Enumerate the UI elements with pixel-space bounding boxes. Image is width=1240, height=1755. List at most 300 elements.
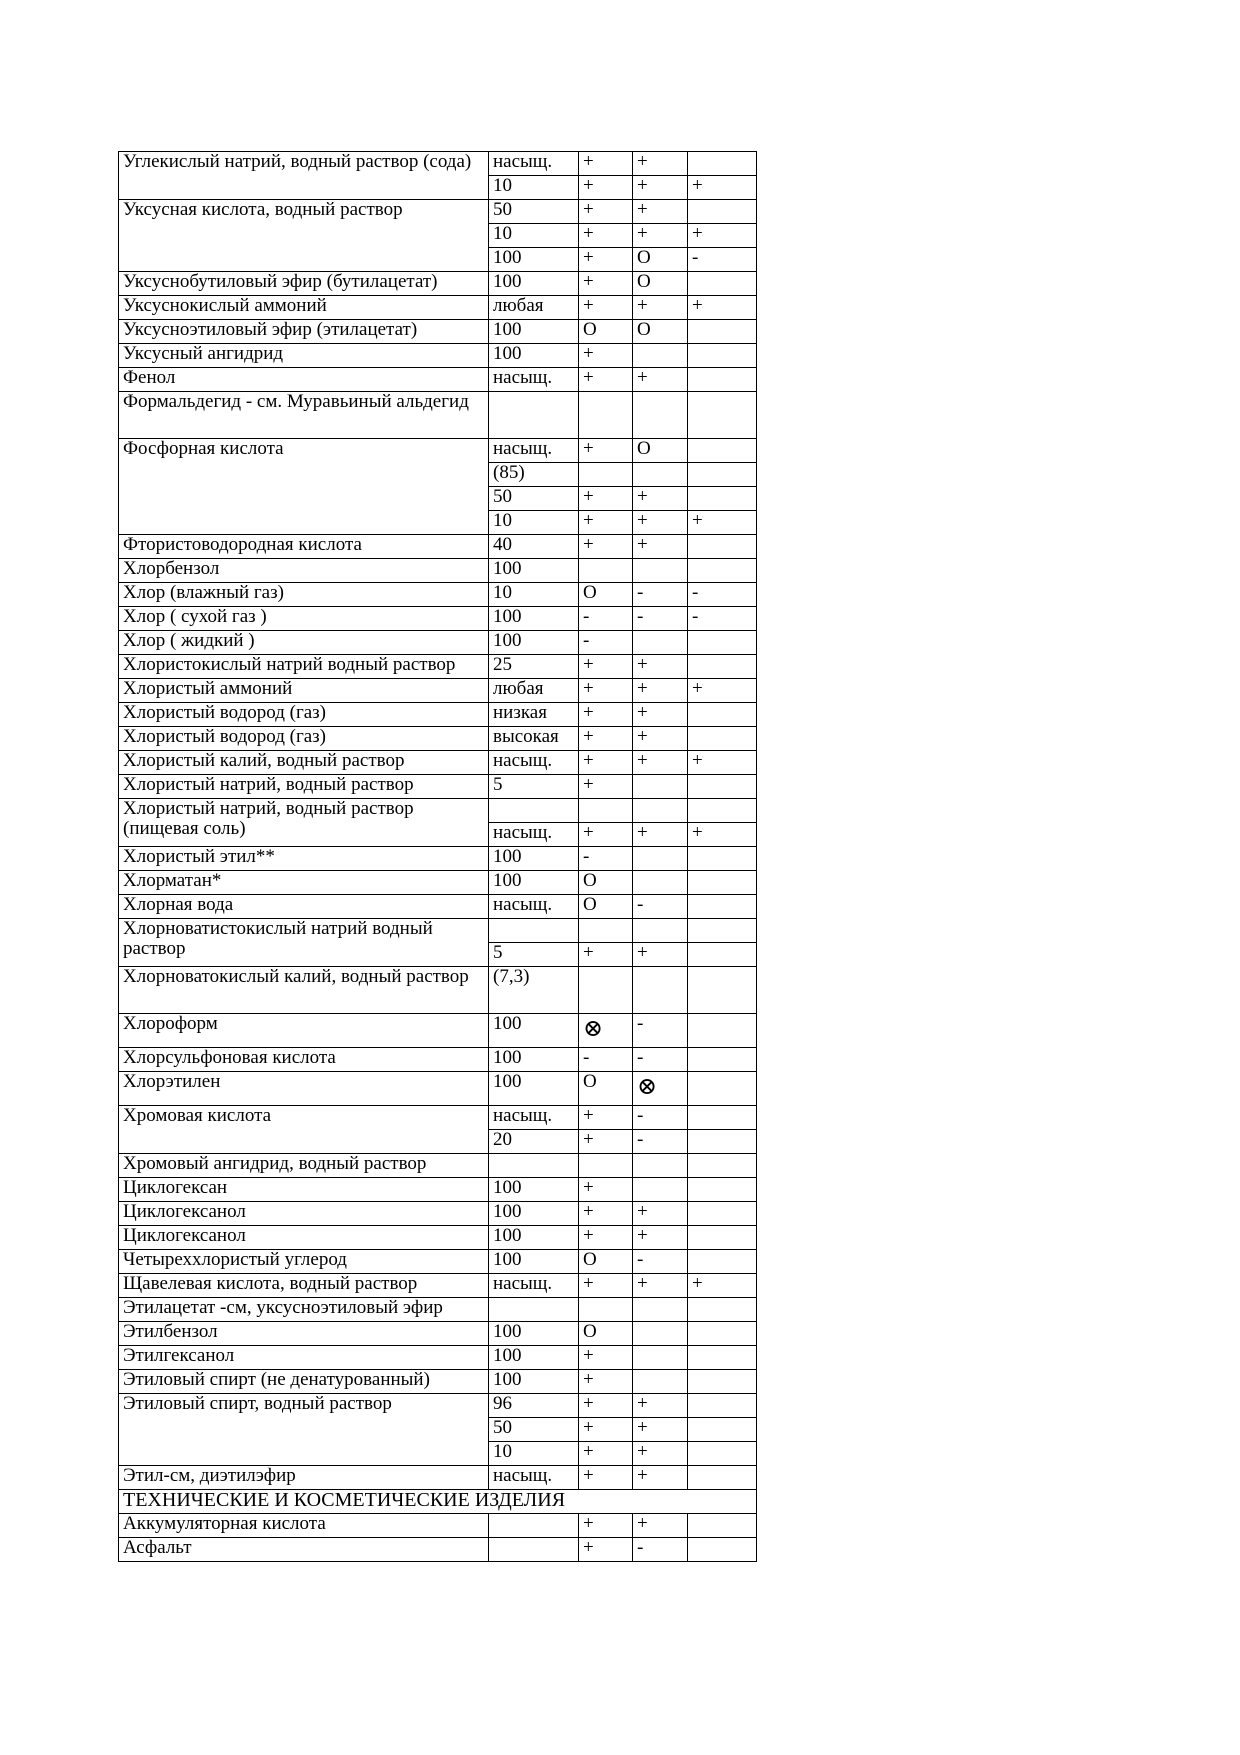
substance-name-cell: Этил-см, диэтилэфир bbox=[119, 1466, 489, 1490]
substance-name-cell: Фенол bbox=[119, 368, 489, 392]
concentration-cell: 100 bbox=[489, 344, 579, 368]
resistance-cell-2: + bbox=[633, 200, 688, 224]
substance-name-cell: Щавелевая кислота, водный раствор bbox=[119, 1274, 489, 1298]
resistance-cell-3 bbox=[688, 1154, 757, 1178]
substance-name-cell: Хлористый натрий, водный раствор bbox=[119, 775, 489, 799]
resistance-cell-2 bbox=[633, 559, 688, 583]
resistance-cell-2 bbox=[633, 1154, 688, 1178]
table-row bbox=[119, 727, 757, 751]
resistance-cell-3 bbox=[688, 775, 757, 799]
resistance-cell-3 bbox=[688, 487, 757, 511]
concentration-cell: 100 bbox=[489, 272, 579, 296]
resistance-cell-1: + bbox=[579, 1202, 633, 1226]
resistance-cell-2 bbox=[633, 463, 688, 487]
substance-name-cell: Циклогексанол bbox=[119, 1226, 489, 1250]
resistance-cell-3 bbox=[688, 655, 757, 679]
concentration-cell: 50 bbox=[489, 1418, 579, 1442]
concentration-cell: 100 bbox=[489, 1014, 579, 1048]
resistance-cell-3 bbox=[688, 631, 757, 655]
concentration-cell: высокая bbox=[489, 727, 579, 751]
concentration-cell bbox=[489, 1538, 579, 1562]
resistance-cell-2: + bbox=[633, 655, 688, 679]
table-row bbox=[119, 344, 757, 368]
resistance-cell-3 bbox=[688, 200, 757, 224]
resistance-cell-1: + bbox=[579, 1370, 633, 1394]
section-row bbox=[119, 1490, 757, 1514]
table-row bbox=[119, 751, 757, 775]
substance-name-cell: Хлористый водород (газ) bbox=[119, 727, 489, 751]
table-row bbox=[119, 439, 757, 463]
substance-name-cell: Уксуснокислый аммоний bbox=[119, 296, 489, 320]
concentration-cell: 5 bbox=[489, 943, 579, 967]
substance-name-cell: Хромовый ангидрид, водный раствор bbox=[119, 1154, 489, 1178]
concentration-cell bbox=[489, 799, 579, 823]
resistance-cell-3 bbox=[688, 1418, 757, 1442]
resistance-cell-3 bbox=[688, 463, 757, 487]
table-row bbox=[119, 919, 757, 943]
substance-name-cell: Хлористый натрий, водный раствор (пищевая соль) bbox=[119, 799, 489, 847]
resistance-cell-1: + bbox=[579, 200, 633, 224]
resistance-cell-1: + bbox=[579, 439, 633, 463]
resistance-cell-3 bbox=[688, 895, 757, 919]
resistance-cell-2 bbox=[633, 1298, 688, 1322]
table-row bbox=[119, 1048, 757, 1072]
substance-name-cell: Углекислый натрий, водный раствор (сода) bbox=[119, 152, 489, 200]
table-row bbox=[119, 1370, 757, 1394]
resistance-cell-2 bbox=[633, 1178, 688, 1202]
resistance-cell-2: O bbox=[633, 272, 688, 296]
concentration-cell bbox=[489, 1298, 579, 1322]
concentration-cell: 50 bbox=[489, 200, 579, 224]
table-row bbox=[119, 1178, 757, 1202]
resistance-cell-3 bbox=[688, 1014, 757, 1048]
resistance-cell-1: + bbox=[579, 248, 633, 272]
concentration-cell: насыщ. bbox=[489, 1466, 579, 1490]
substance-name-cell: Хлорэтилен bbox=[119, 1072, 489, 1106]
concentration-cell: 100 bbox=[489, 871, 579, 895]
concentration-cell: насыщ. bbox=[489, 823, 579, 847]
resistance-cell-1: + bbox=[579, 487, 633, 511]
concentration-cell: 100 bbox=[489, 607, 579, 631]
concentration-cell: 10 bbox=[489, 511, 579, 535]
resistance-cell-1: + bbox=[579, 1274, 633, 1298]
substance-name-cell: Асфальт bbox=[119, 1538, 489, 1562]
concentration-cell: любая bbox=[489, 679, 579, 703]
resistance-cell-2 bbox=[633, 631, 688, 655]
resistance-cell-3 bbox=[688, 871, 757, 895]
concentration-cell: 100 bbox=[489, 1370, 579, 1394]
resistance-cell-1: + bbox=[579, 224, 633, 248]
table-row bbox=[119, 1538, 757, 1562]
table-row bbox=[119, 200, 757, 224]
resistance-cell-1: - bbox=[579, 607, 633, 631]
resistance-cell-2: + bbox=[633, 751, 688, 775]
resistance-cell-1: O bbox=[579, 895, 633, 919]
concentration-cell: 10 bbox=[489, 1442, 579, 1466]
table-row bbox=[119, 535, 757, 559]
resistance-cell-3 bbox=[688, 1072, 757, 1106]
table-row bbox=[119, 1298, 757, 1322]
substance-name-cell: Хлорная вода bbox=[119, 895, 489, 919]
substance-name-cell: Уксусноэтиловый эфир (этилацетат) bbox=[119, 320, 489, 344]
resistance-cell-3: + bbox=[688, 1274, 757, 1298]
resistance-cell-1: - bbox=[579, 847, 633, 871]
resistance-cell-3 bbox=[688, 1298, 757, 1322]
concentration-cell: насыщ. bbox=[489, 1106, 579, 1130]
table-row bbox=[119, 775, 757, 799]
concentration-cell: 100 bbox=[489, 1178, 579, 1202]
substance-name-cell: Этиловый спирт, водный раствор bbox=[119, 1394, 489, 1466]
resistance-cell-3 bbox=[688, 1106, 757, 1130]
table-row bbox=[119, 320, 757, 344]
resistance-cell-3 bbox=[688, 919, 757, 943]
resistance-cell-2: + bbox=[633, 1226, 688, 1250]
concentration-cell bbox=[489, 1514, 579, 1538]
table-row bbox=[119, 1154, 757, 1178]
resistance-cell-2: + bbox=[633, 943, 688, 967]
table-row bbox=[119, 703, 757, 727]
concentration-cell: 10 bbox=[489, 176, 579, 200]
resistance-cell-2: + bbox=[633, 703, 688, 727]
resistance-cell-2 bbox=[633, 775, 688, 799]
resistance-cell-3 bbox=[688, 1250, 757, 1274]
resistance-cell-2: + bbox=[633, 368, 688, 392]
resistance-cell-1 bbox=[579, 559, 633, 583]
resistance-cell-2: + bbox=[633, 511, 688, 535]
resistance-cell-2: + bbox=[633, 1466, 688, 1490]
table-row bbox=[119, 559, 757, 583]
substance-name-cell: Хлор (влажный газ) bbox=[119, 583, 489, 607]
substance-name-cell: Хлор ( жидкий ) bbox=[119, 631, 489, 655]
resistance-cell-3 bbox=[688, 344, 757, 368]
substance-name-cell: Уксуснобутиловый эфир (бутилацетат) bbox=[119, 272, 489, 296]
concentration-cell: 100 bbox=[489, 248, 579, 272]
resistance-cell-3 bbox=[688, 1442, 757, 1466]
resistance-cell-1: + bbox=[579, 1130, 633, 1154]
resistance-cell-1: + bbox=[579, 1394, 633, 1418]
resistance-cell-3 bbox=[688, 1514, 757, 1538]
concentration-cell: насыщ. bbox=[489, 751, 579, 775]
resistance-cell-1: + bbox=[579, 775, 633, 799]
substance-name-cell: Хлорноватокислый калий, водный раствор bbox=[119, 967, 489, 1014]
resistance-cell-1: + bbox=[579, 1514, 633, 1538]
resistance-cell-1: + bbox=[579, 1346, 633, 1370]
table-row bbox=[119, 871, 757, 895]
resistance-cell-3 bbox=[688, 1370, 757, 1394]
resistance-cell-1: + bbox=[579, 679, 633, 703]
resistance-cell-2: - bbox=[633, 1048, 688, 1072]
concentration-cell bbox=[489, 919, 579, 943]
table-row bbox=[119, 152, 757, 176]
resistance-cell-3 bbox=[688, 535, 757, 559]
resistance-cell-3: + bbox=[688, 296, 757, 320]
resistance-cell-3 bbox=[688, 727, 757, 751]
concentration-cell: 10 bbox=[489, 224, 579, 248]
resistance-cell-1: + bbox=[579, 535, 633, 559]
resistance-cell-3 bbox=[688, 703, 757, 727]
concentration-cell: 100 bbox=[489, 1048, 579, 1072]
resistance-cell-1: O bbox=[579, 1250, 633, 1274]
resistance-cell-2: + bbox=[633, 1202, 688, 1226]
resistance-cell-1: + bbox=[579, 943, 633, 967]
resistance-cell-2: - bbox=[633, 607, 688, 631]
concentration-cell: 10 bbox=[489, 583, 579, 607]
table-row bbox=[119, 631, 757, 655]
resistance-cell-1 bbox=[579, 463, 633, 487]
resistance-cell-1: + bbox=[579, 751, 633, 775]
resistance-cell-2 bbox=[633, 344, 688, 368]
resistance-cell-1: + bbox=[579, 344, 633, 368]
resistance-cell-2: + bbox=[633, 176, 688, 200]
resistance-cell-1: + bbox=[579, 1466, 633, 1490]
resistance-cell-2: O bbox=[633, 320, 688, 344]
resistance-cell-3 bbox=[688, 559, 757, 583]
substance-name-cell: Фосфорная кислота bbox=[119, 439, 489, 535]
resistance-cell-3: + bbox=[688, 176, 757, 200]
substance-name-cell: Этиловый спирт (не денатурованный) bbox=[119, 1370, 489, 1394]
resistance-cell-2: + bbox=[633, 727, 688, 751]
section-heading: ТЕХНИЧЕСКИЕ И КОСМЕТИЧЕСКИЕ ИЗДЕЛИЯ bbox=[119, 1490, 757, 1514]
resistance-cell-1: - bbox=[579, 631, 633, 655]
concentration-cell: 100 bbox=[489, 559, 579, 583]
substance-name-cell: Хлористый водород (газ) bbox=[119, 703, 489, 727]
concentration-cell: 100 bbox=[489, 847, 579, 871]
substance-name-cell: Четыреххлористый углерод bbox=[119, 1250, 489, 1274]
resistance-cell-3 bbox=[688, 320, 757, 344]
resistance-cell-1: + bbox=[579, 1178, 633, 1202]
resistance-cell-3: - bbox=[688, 248, 757, 272]
substance-name-cell: Хлорноватистокислый натрий водный раствор bbox=[119, 919, 489, 967]
concentration-cell: насыщ. bbox=[489, 1274, 579, 1298]
resistance-cell-3 bbox=[688, 392, 757, 439]
substance-name-cell: Хлорматан* bbox=[119, 871, 489, 895]
resistance-cell-1: O bbox=[579, 1072, 633, 1106]
resistance-cell-1 bbox=[579, 1298, 633, 1322]
table-row bbox=[119, 1514, 757, 1538]
table-row bbox=[119, 1274, 757, 1298]
table-row bbox=[119, 607, 757, 631]
resistance-cell-1: + bbox=[579, 176, 633, 200]
resistance-cell-1: + bbox=[579, 823, 633, 847]
concentration-cell: 100 bbox=[489, 631, 579, 655]
resistance-cell-2: + bbox=[633, 1274, 688, 1298]
substance-name-cell: Хлорсульфоновая кислота bbox=[119, 1048, 489, 1072]
resistance-cell-2: + bbox=[633, 823, 688, 847]
resistance-cell-1: + bbox=[579, 272, 633, 296]
concentration-cell: 100 bbox=[489, 1202, 579, 1226]
resistance-cell-1: O bbox=[579, 583, 633, 607]
resistance-cell-2 bbox=[633, 871, 688, 895]
resistance-cell-2: + bbox=[633, 1514, 688, 1538]
resistance-cell-2: + bbox=[633, 535, 688, 559]
concentration-cell: (85) bbox=[489, 463, 579, 487]
resistance-cell-3: - bbox=[688, 607, 757, 631]
resistance-cell-3: + bbox=[688, 224, 757, 248]
table-row bbox=[119, 1394, 757, 1418]
table-row bbox=[119, 895, 757, 919]
resistance-cell-2: + bbox=[633, 1394, 688, 1418]
resistance-cell-1: + bbox=[579, 1538, 633, 1562]
table-row bbox=[119, 583, 757, 607]
resistance-cell-2: - bbox=[633, 1014, 688, 1048]
resistance-cell-2: O bbox=[633, 248, 688, 272]
table-row bbox=[119, 272, 757, 296]
concentration-cell: 100 bbox=[489, 1226, 579, 1250]
resistance-cell-2: + bbox=[633, 1418, 688, 1442]
substance-name-cell: Хлористый аммоний bbox=[119, 679, 489, 703]
resistance-cell-2 bbox=[633, 1370, 688, 1394]
table-row bbox=[119, 392, 757, 439]
resistance-cell-2 bbox=[633, 799, 688, 823]
concentration-cell: 5 bbox=[489, 775, 579, 799]
concentration-cell: 100 bbox=[489, 1250, 579, 1274]
concentration-cell: 100 bbox=[489, 1322, 579, 1346]
resistance-cell-2: + bbox=[633, 487, 688, 511]
table-row bbox=[119, 1250, 757, 1274]
substance-name-cell: Аккумуляторная кислота bbox=[119, 1514, 489, 1538]
table-row bbox=[119, 296, 757, 320]
resistance-cell-3 bbox=[688, 1178, 757, 1202]
substance-name-cell: Фтористоводородная кислота bbox=[119, 535, 489, 559]
resistance-cell-1: + bbox=[579, 368, 633, 392]
resistance-cell-3: + bbox=[688, 679, 757, 703]
substance-name-cell: Хлористый калий, водный раствор bbox=[119, 751, 489, 775]
resistance-cell-1: + bbox=[579, 1106, 633, 1130]
table-row bbox=[119, 1072, 757, 1106]
resistance-cell-1 bbox=[579, 919, 633, 943]
resistance-cell-3 bbox=[688, 1346, 757, 1370]
resistance-cell-2: + bbox=[633, 679, 688, 703]
concentration-cell: 100 bbox=[489, 1346, 579, 1370]
concentration-cell: насыщ. bbox=[489, 152, 579, 176]
resistance-cell-3 bbox=[688, 967, 757, 1014]
resistance-cell-1: + bbox=[579, 152, 633, 176]
resistance-cell-3 bbox=[688, 943, 757, 967]
concentration-cell: низкая bbox=[489, 703, 579, 727]
resistance-cell-3 bbox=[688, 152, 757, 176]
resistance-cell-3 bbox=[688, 1202, 757, 1226]
resistance-cell-3 bbox=[688, 1538, 757, 1562]
resistance-cell-1: + bbox=[579, 655, 633, 679]
resistance-cell-1: O bbox=[579, 871, 633, 895]
table-row bbox=[119, 679, 757, 703]
concentration-cell: 96 bbox=[489, 1394, 579, 1418]
resistance-cell-1: O bbox=[579, 320, 633, 344]
substance-name-cell: Хлорбензол bbox=[119, 559, 489, 583]
resistance-cell-1 bbox=[579, 967, 633, 1014]
resistance-cell-2 bbox=[633, 1346, 688, 1370]
table-row bbox=[119, 1202, 757, 1226]
resistance-cell-2 bbox=[633, 967, 688, 1014]
table-row bbox=[119, 847, 757, 871]
resistance-cell-3: + bbox=[688, 823, 757, 847]
resistance-cell-3 bbox=[688, 272, 757, 296]
resistance-cell-1: O bbox=[579, 1322, 633, 1346]
resistance-cell-1: + bbox=[579, 296, 633, 320]
resistance-cell-2 bbox=[633, 919, 688, 943]
substance-name-cell: Хромовая кислота bbox=[119, 1106, 489, 1154]
resistance-cell-2: - bbox=[633, 1250, 688, 1274]
table-row bbox=[119, 1346, 757, 1370]
substance-name-cell: Этилбензол bbox=[119, 1322, 489, 1346]
resistance-cell-3 bbox=[688, 1130, 757, 1154]
chemical-resistance-table bbox=[118, 151, 757, 1562]
resistance-cell-2: - bbox=[633, 1130, 688, 1154]
table-row bbox=[119, 1466, 757, 1490]
resistance-cell-1: - bbox=[579, 1048, 633, 1072]
table-body bbox=[119, 152, 757, 1562]
resistance-cell-3 bbox=[688, 1394, 757, 1418]
concentration-cell: 25 bbox=[489, 655, 579, 679]
resistance-cell-1: + bbox=[579, 1226, 633, 1250]
resistance-cell-2: ⊗ bbox=[633, 1072, 688, 1106]
substance-name-cell: Хлороформ bbox=[119, 1014, 489, 1048]
resistance-cell-3 bbox=[688, 439, 757, 463]
resistance-cell-1: + bbox=[579, 727, 633, 751]
substance-name-cell: Формальдегид - см. Муравьиный альдегид bbox=[119, 392, 489, 439]
table-row bbox=[119, 1226, 757, 1250]
resistance-cell-2: + bbox=[633, 152, 688, 176]
concentration-cell: 100 bbox=[489, 320, 579, 344]
concentration-cell: насыщ. bbox=[489, 368, 579, 392]
concentration-cell: насыщ. bbox=[489, 895, 579, 919]
concentration-cell bbox=[489, 1154, 579, 1178]
substance-name-cell: Хлористокислый натрий водный раствор bbox=[119, 655, 489, 679]
resistance-cell-2: + bbox=[633, 296, 688, 320]
concentration-cell: 20 bbox=[489, 1130, 579, 1154]
concentration-cell: 40 bbox=[489, 535, 579, 559]
resistance-cell-3 bbox=[688, 847, 757, 871]
resistance-cell-3: - bbox=[688, 583, 757, 607]
substance-name-cell: Циклогексан bbox=[119, 1178, 489, 1202]
concentration-cell: насыщ. bbox=[489, 439, 579, 463]
resistance-cell-3 bbox=[688, 368, 757, 392]
concentration-cell: любая bbox=[489, 296, 579, 320]
resistance-cell-3: + bbox=[688, 751, 757, 775]
resistance-cell-2: - bbox=[633, 1538, 688, 1562]
resistance-cell-3 bbox=[688, 1466, 757, 1490]
table-row bbox=[119, 967, 757, 1014]
substance-name-cell: Уксусный ангидрид bbox=[119, 344, 489, 368]
resistance-cell-3 bbox=[688, 1226, 757, 1250]
resistance-cell-2 bbox=[633, 1322, 688, 1346]
resistance-cell-3 bbox=[688, 1322, 757, 1346]
concentration-cell: (7,3) bbox=[489, 967, 579, 1014]
table-row bbox=[119, 1322, 757, 1346]
substance-name-cell: Хлор ( сухой газ ) bbox=[119, 607, 489, 631]
resistance-cell-3 bbox=[688, 799, 757, 823]
resistance-cell-2: - bbox=[633, 583, 688, 607]
resistance-cell-1 bbox=[579, 799, 633, 823]
table-row bbox=[119, 655, 757, 679]
resistance-cell-2: - bbox=[633, 895, 688, 919]
resistance-cell-2: + bbox=[633, 224, 688, 248]
resistance-cell-2 bbox=[633, 392, 688, 439]
resistance-cell-3 bbox=[688, 1048, 757, 1072]
concentration-cell: 50 bbox=[489, 487, 579, 511]
resistance-cell-1 bbox=[579, 392, 633, 439]
resistance-cell-1: + bbox=[579, 1442, 633, 1466]
resistance-cell-2 bbox=[633, 847, 688, 871]
resistance-cell-1: + bbox=[579, 1418, 633, 1442]
resistance-cell-2: + bbox=[633, 1442, 688, 1466]
concentration-cell bbox=[489, 392, 579, 439]
concentration-cell: 100 bbox=[489, 1072, 579, 1106]
substance-name-cell: Уксусная кислота, водный раствор bbox=[119, 200, 489, 272]
table-row bbox=[119, 1106, 757, 1130]
table-row bbox=[119, 1014, 757, 1048]
substance-name-cell: Циклогексанол bbox=[119, 1202, 489, 1226]
